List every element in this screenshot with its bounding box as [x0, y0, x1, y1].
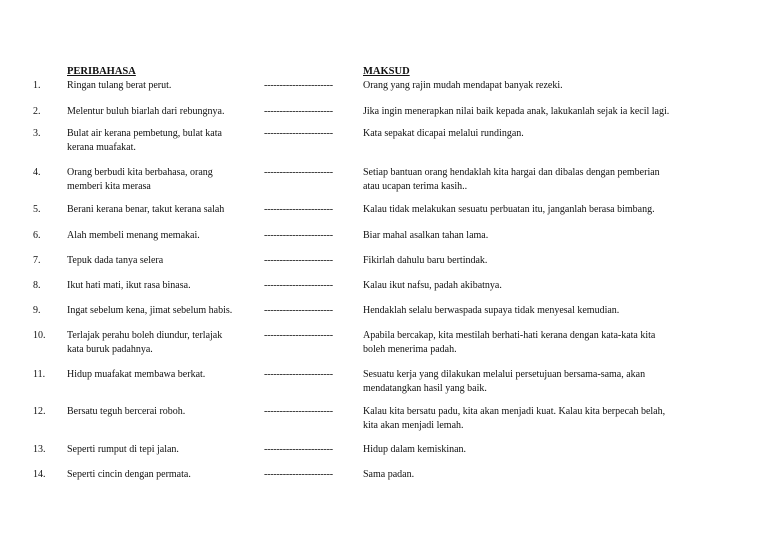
- maksud-text: [363, 166, 703, 194]
- maksud-line: Jika ingin menerapkan nilai baik kepada anak, lakukanlah sejak ia kecil lagi.: [363, 106, 670, 117]
- peribahasa-line: Orang berbudi kita berbahasa, orang: [67, 167, 213, 178]
- row-number: 8.: [33, 280, 41, 291]
- peribahasa-line: kerana muafakat.: [67, 142, 136, 153]
- maksud-line: Apabila bercakap, kita mestilah berhati-hati kerana dengan kata-kata kita: [363, 330, 656, 341]
- peribahasa-line: Bulat air kerana pembetung, bulat kata: [67, 128, 222, 139]
- maksud-line: Sama padan.: [363, 469, 415, 480]
- dash-separator: ----------------------: [264, 167, 333, 178]
- peribahasa-text: [67, 127, 257, 155]
- maksud-line: Kalau tidak melakukan sesuatu perbuatan itu, janganlah berasa bimbang.: [363, 204, 655, 215]
- dash-separator: ----------------------: [264, 330, 333, 341]
- peribahasa-text: [67, 105, 257, 119]
- peribahasa-text: [67, 329, 257, 357]
- header-maksud: MAKSUD: [363, 66, 410, 77]
- maksud-text: [363, 304, 703, 318]
- peribahasa-text: [67, 405, 257, 419]
- peribahasa-line: memberi kita merasa: [67, 181, 151, 192]
- dash-separator: ----------------------: [264, 406, 333, 417]
- row-number: 10.: [33, 330, 46, 341]
- peribahasa-line: Tepuk dada tanya selera: [67, 255, 164, 266]
- header-peribahasa: PERIBAHASA: [67, 66, 136, 77]
- maksud-line: Setiap bantuan orang hendaklah kita hargai dan dibalas dengan pemberian: [363, 167, 660, 178]
- maksud-text: [363, 229, 703, 243]
- maksud-line: Kata sepakat dicapai melalui rundingan.: [363, 128, 524, 139]
- maksud-line: kita akan menjadi lemah.: [363, 420, 464, 431]
- peribahasa-line: Hidup muafakat membawa berkat.: [67, 369, 206, 380]
- maksud-text: [363, 468, 703, 482]
- maksud-text: [363, 368, 703, 396]
- maksud-line: atau ucapan terima kasih..: [363, 181, 468, 192]
- maksud-line: mendatangkan hasil yang baik.: [363, 383, 487, 394]
- peribahasa-line: Bersatu teguh bercerai roboh.: [67, 406, 186, 417]
- row-number: 1.: [33, 80, 41, 91]
- peribahasa-text: [67, 279, 257, 293]
- peribahasa-text: [67, 304, 257, 318]
- dash-separator: ----------------------: [264, 469, 333, 480]
- dash-separator: ----------------------: [264, 280, 333, 291]
- peribahasa-line: kata buruk padahnya.: [67, 344, 153, 355]
- maksud-line: Hendaklah selalu berwaspada supaya tidak menyesal kemudian.: [363, 305, 620, 316]
- dash-separator: ----------------------: [264, 128, 333, 139]
- peribahasa-line: Seperti cincin dengan permata.: [67, 469, 191, 480]
- dash-separator: ----------------------: [264, 106, 333, 117]
- maksud-text: [363, 127, 703, 141]
- maksud-text: [363, 443, 703, 457]
- maksud-line: boleh menerima padah.: [363, 344, 457, 355]
- dash-separator: ----------------------: [264, 255, 333, 266]
- maksud-line: Hidup dalam kemiskinan.: [363, 444, 467, 455]
- peribahasa-line: Ringan tulang berat perut.: [67, 80, 172, 91]
- maksud-line: Orang yang rajin mudah mendapat banyak rezeki.: [363, 80, 563, 91]
- peribahasa-text: [67, 443, 257, 457]
- peribahasa-line: Ikut hati mati, ikut rasa binasa.: [67, 280, 191, 291]
- peribahasa-text: [67, 203, 257, 217]
- row-number: 11.: [33, 369, 46, 380]
- peribahasa-line: Berani kerana benar, takut kerana salah: [67, 204, 225, 215]
- peribahasa-line: Alah membeli menang memakai.: [67, 230, 200, 241]
- peribahasa-text: [67, 468, 257, 482]
- row-number: 9.: [33, 305, 41, 316]
- peribahasa-text: [67, 368, 257, 382]
- row-number: 5.: [33, 204, 41, 215]
- dash-separator: ----------------------: [264, 204, 333, 215]
- row-number: 13.: [33, 444, 46, 455]
- row-number: 14.: [33, 469, 46, 480]
- maksud-line: Fikirlah dahulu baru bertindak.: [363, 255, 488, 266]
- row-number: 2.: [33, 106, 41, 117]
- dash-separator: ----------------------: [264, 305, 333, 316]
- peribahasa-line: Melentur buluh biarlah dari rebungnya.: [67, 106, 225, 117]
- maksud-text: [363, 279, 703, 293]
- row-number: 12.: [33, 406, 46, 417]
- maksud-line: Kalau ikut nafsu, padah akibatnya.: [363, 280, 502, 291]
- peribahasa-text: [67, 166, 257, 194]
- row-number: 4.: [33, 167, 41, 178]
- peribahasa-text: [67, 79, 257, 93]
- peribahasa-text: [67, 229, 257, 243]
- row-number: 7.: [33, 255, 41, 266]
- maksud-text: [363, 405, 703, 433]
- maksud-text: [363, 254, 703, 268]
- maksud-line: Kalau kita bersatu padu, kita akan menjadi kuat. Kalau kita berpecah belah,: [363, 406, 666, 417]
- maksud-text: [363, 329, 703, 357]
- peribahasa-line: Seperti rumput di tepi jalan.: [67, 444, 179, 455]
- maksud-text: [363, 203, 703, 217]
- row-number: 3.: [33, 128, 41, 139]
- peribahasa-text: [67, 254, 257, 268]
- dash-separator: ----------------------: [264, 444, 333, 455]
- maksud-text: [363, 105, 703, 119]
- maksud-text: [363, 79, 703, 93]
- dash-separator: ----------------------: [264, 230, 333, 241]
- dash-separator: ----------------------: [264, 80, 333, 91]
- peribahasa-line: Terlajak perahu boleh diundur, terlajak: [67, 330, 223, 341]
- row-number: 6.: [33, 230, 41, 241]
- maksud-line: Biar mahal asalkan tahan lama.: [363, 230, 489, 241]
- peribahasa-line: Ingat sebelum kena, jimat sebelum habis.: [67, 305, 233, 316]
- dash-separator: ----------------------: [264, 369, 333, 380]
- maksud-line: Sesuatu kerja yang dilakukan melalui persetujuan bersama-sama, akan: [363, 369, 646, 380]
